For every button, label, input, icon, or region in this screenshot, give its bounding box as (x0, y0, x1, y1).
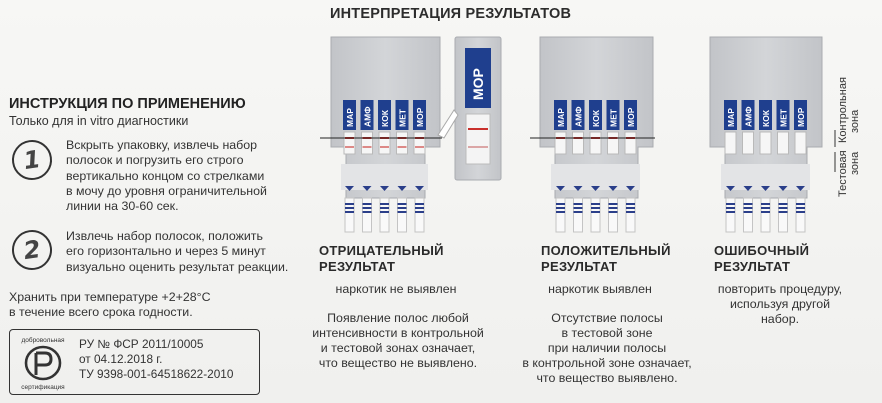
strip-marker (556, 211, 565, 213)
strip-label: МЕТ (608, 109, 619, 127)
status-line: повторить процедуру, (717, 282, 843, 296)
strip-marker (796, 203, 805, 205)
strip-label: МОР (626, 107, 636, 127)
control-zone-label: Контрольная (837, 77, 849, 143)
single-strip-label: МОР (470, 68, 486, 100)
strip-window (725, 132, 736, 154)
strip-marker (556, 203, 565, 205)
strip-window (555, 132, 566, 154)
instructions-title: ИНСТРУКЦИЯ ПО ПРИМЕНЕНИЮ (9, 96, 246, 112)
result-positive-status: наркотик выявлен (548, 282, 652, 296)
strip-window (414, 132, 425, 154)
strip-marker (415, 207, 424, 209)
desc-line: в тестовой зоне (561, 326, 653, 340)
storage-note (9, 290, 211, 321)
cassette-negative (331, 37, 440, 232)
test-band (380, 146, 389, 148)
cert-line: РУ № ФСР 2011/10005 (79, 337, 204, 351)
strip-label: МАР (726, 108, 736, 127)
test-zone-label: Тестовая (837, 150, 849, 197)
logo-top-text: добровольная (21, 337, 65, 344)
strip-window (795, 132, 806, 154)
strip-marker (591, 207, 600, 209)
strip-window (743, 132, 754, 154)
logo-mark-text (22, 366, 23, 367)
strip-marker (761, 211, 770, 213)
strip-window (344, 132, 355, 154)
strip-marker (609, 203, 618, 205)
strip-label: МЕТ (778, 109, 789, 127)
strip-label: МАР (345, 108, 355, 127)
strip-marker (626, 211, 635, 213)
step-1-line: полосок и погрузить его строго (66, 153, 244, 168)
result-title-line: ОТРИЦАТЕЛЬНЫЙ (319, 243, 444, 258)
strip-marker (345, 207, 354, 209)
strip-marker (574, 207, 583, 209)
result-positive-description (512, 311, 702, 386)
single-strip-test-band (468, 146, 488, 148)
strip-marker (609, 211, 618, 213)
strip-marker (398, 207, 407, 209)
strip-marker (398, 203, 407, 205)
strip-label: КОК (761, 110, 771, 127)
storage-line: в течение всего срока годности. (9, 305, 193, 320)
result-title-line: РЕЗУЛЬТАТ (319, 259, 396, 274)
strip-marker (574, 211, 583, 213)
strip-label: КОК (591, 110, 601, 127)
strip-window (590, 132, 601, 154)
storage-line: Хранить при температуре +2+28°С (9, 290, 211, 304)
rst-logo (16, 333, 70, 391)
strip-marker (626, 203, 635, 205)
result-negative-title (319, 243, 444, 275)
desc-line: что вещество выявлено. (536, 371, 678, 385)
strip-marker (380, 207, 389, 209)
result-positive-title (541, 243, 671, 275)
logo-bottom-text: сертификация (21, 384, 65, 391)
desc-line: что вещество не выявлено. (318, 356, 478, 370)
step-1-line: в мочу до уровня ограничительной (66, 183, 267, 198)
desc-line: в контрольной зоне означает, (522, 356, 692, 370)
strip-label: АМФ (573, 106, 584, 127)
result-error-title (714, 243, 809, 275)
strip-marker (415, 203, 424, 205)
strip-marker (761, 203, 770, 205)
strip-marker (380, 203, 389, 205)
strip-marker (744, 207, 753, 209)
desc-line: интенсивности в контрольной (312, 326, 484, 340)
strip-marker (363, 211, 372, 213)
strip-marker (345, 211, 354, 213)
test-band (398, 146, 407, 148)
strip-marker (796, 211, 805, 213)
strip-label: МОР (415, 107, 425, 127)
strip-window (397, 132, 408, 154)
step-2-line: визуально оценить результат реакции. (66, 259, 289, 274)
strip-label: МЕТ (397, 109, 408, 127)
test-zone-label: зона (849, 151, 861, 175)
strip-window (573, 132, 584, 154)
strip-window (362, 132, 373, 154)
certificate-text (79, 337, 233, 382)
strip-marker (726, 211, 735, 213)
strip-marker (591, 211, 600, 213)
desc-line: Появление полос любой (327, 311, 469, 325)
test-band (345, 146, 354, 148)
desc-line: при наличии полосы (547, 341, 667, 355)
strip-marker (574, 203, 583, 205)
step-1-line: Вскрыть упаковку, извлечь набор (66, 138, 258, 152)
strip-label: АМФ (362, 106, 373, 127)
certificate-box (9, 329, 260, 395)
test-band (363, 146, 372, 148)
cert-line: от 04.12.2018 г. (79, 352, 163, 366)
cassette-positive (540, 37, 653, 232)
status-line: используя другой (729, 297, 831, 311)
strip-marker (363, 207, 372, 209)
desc-line: и тестовой зонах означает, (320, 341, 476, 355)
strip-marker (779, 207, 788, 209)
strip-window (760, 132, 771, 154)
page-title: ИНТЕРПРЕТАЦИЯ РЕЗУЛЬТАТОВ (330, 6, 572, 22)
cassette-error (710, 37, 822, 232)
desc-line: Отсутствие полосы (551, 311, 663, 325)
result-title-line: ПОЛОЖИТЕЛЬНЫЙ (541, 243, 671, 258)
strip-window (379, 132, 390, 154)
strip-marker (779, 211, 788, 213)
strip-marker (363, 203, 372, 205)
strip-marker (345, 203, 354, 205)
single-strip (438, 37, 501, 180)
strip-marker (380, 211, 389, 213)
step-2-number: 2 (9, 227, 54, 272)
instructions-subtitle: Только для in vitro диагностики (9, 114, 189, 128)
result-title-line: ОШИБОЧНЫЙ (714, 243, 810, 258)
result-negative-description (303, 311, 493, 371)
strip-window (625, 132, 636, 154)
step-2-line: Извлечь набор полосок, положить (66, 229, 263, 243)
strip-marker (726, 207, 735, 209)
strip-marker (556, 207, 565, 209)
strip-marker (744, 211, 753, 213)
step-2-line: его горизонтально и через 5 минут (66, 244, 266, 259)
strip-marker (626, 207, 635, 209)
strip-marker (415, 211, 424, 213)
strip-marker (726, 203, 735, 205)
strip-marker (744, 203, 753, 205)
step-1-line: линии на 30-60 сек. (66, 199, 179, 214)
strip-marker (591, 203, 600, 205)
strip-marker (796, 207, 805, 209)
result-error-status (700, 282, 860, 327)
step-1-number: 1 (9, 137, 54, 182)
test-band (415, 146, 424, 148)
result-title-line: РЕЗУЛЬТАТ (714, 259, 791, 274)
strip-marker (609, 207, 618, 209)
strip-marker (779, 203, 788, 205)
control-zone-label: зона (849, 109, 861, 133)
strip-window (608, 132, 619, 154)
result-negative-status: наркотик не выявлен (335, 282, 457, 296)
strip-marker (761, 207, 770, 209)
result-title-line: РЕЗУЛЬТАТ (541, 259, 618, 274)
cert-line: ТУ 9398-001-64518622-2010 (79, 367, 234, 381)
strip-marker (398, 211, 407, 213)
strip-window (778, 132, 789, 154)
strip-label: АМФ (743, 106, 754, 127)
strip-label: КОК (380, 110, 390, 127)
strip-label: МОР (796, 107, 806, 127)
single-strip-control-band (468, 128, 488, 130)
strip-label: МАР (556, 108, 566, 127)
status-line: набор. (760, 312, 800, 326)
step-1-line: вертикально концом со стрелками (66, 168, 265, 183)
